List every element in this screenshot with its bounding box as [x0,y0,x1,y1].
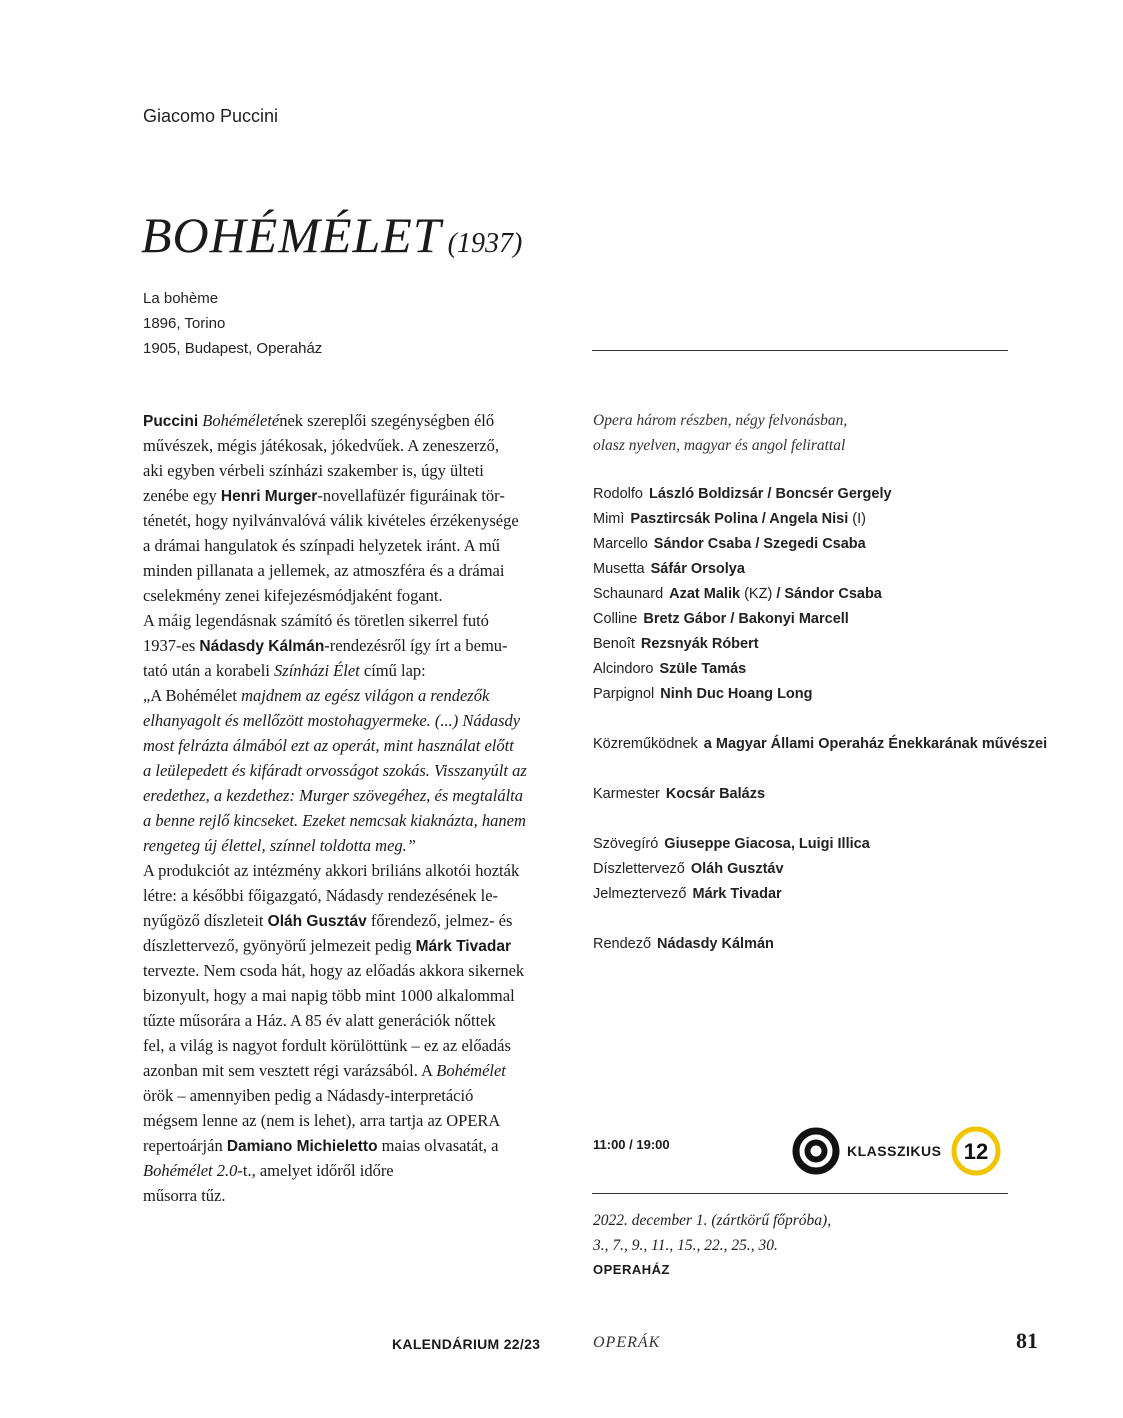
text-line: Bohémélet 2.0-t., amelyet időről időre [143,1161,394,1180]
category-badge [792,1126,1001,1176]
category-label: KLASSZIKUS [847,1143,942,1159]
text-line: tervezte. Nem csoda hát, hogy az előadás akkora sikernek [143,961,525,980]
text-line: azonban mit sem vesztett régi varázsából. A Bohémélet [143,1061,506,1080]
cast-row-musetta: Musetta Sáfár Orsolya [593,561,745,577]
text-line: díszlettervező, gyönyörű jelmezeit pedig Márk Tivadar [143,936,511,955]
venue-name: OPERAHÁZ [593,1262,670,1277]
text-line: ténetét, hogy nyilvánvalóvá válik kivételes érzékenysége [143,511,519,530]
cast-row-marcello: Marcello Sándor Csaba / Szegedi Csaba [593,536,866,552]
budapest-premiere: 1905, Budapest, Operaház [143,340,323,357]
text-line: művészek, mégis játékosak, jókedvűek. A zeneszerző, [143,436,500,455]
text-line: létre: a későbbi főigazgató, Nádasdy rendezésének le- [143,886,499,905]
cast-list [593,482,1048,957]
credit-director: Rendező Nádasdy Kálmán [593,936,774,952]
footer-section: OPERÁK [593,1334,661,1351]
text-line: aki egyben vérbeli színházi szakember is, úgy ülteti [143,461,484,480]
performance-dates: 2022. december 1. (zártkörű főpróba), 3., 7., 9., 11., 15., 22., 25., 30. [593,1212,832,1254]
text-line: fel, a világ is nagyot fordult körülöttünk – ez az előadás [143,1036,511,1055]
quote-line: most felrázta álmából ezt az operát, mint használat előtt [143,736,514,755]
text-line: minden pillanata a jellemek, az atmoszféra és a drámai [143,561,505,580]
cast-row-benoit: Benoît Rezsnyák Róbert [593,636,759,652]
target-circle-icon [792,1127,840,1175]
quote-line: elhanyagolt és mellőzött mostohagyermeke. (...) Nádasdy [143,711,521,730]
cast-row-alcindoro: Alcindoro Szüle Tamás [593,661,747,677]
credit-conductor: Karmester Kocsár Balázs [593,786,766,802]
page-title [141,206,522,264]
text-line: tató után a korabeli Színházi Élet című lap: [143,661,426,680]
quote-line: a leülepedett és kifáradt orvosságot szokás. Visszanyúlt az [143,761,527,780]
divider-top [592,350,1008,351]
original-title: La bohème [143,290,219,307]
age-rating: 12 [964,1139,989,1164]
credit-libretto: Szövegíró Giuseppe Giacosa, Luigi Illica [593,836,870,852]
text-line: A produkciót az intézmény akkori briliáns alkotói hozták [143,861,520,880]
quote-line: eredethez, a kezdethez: Murger szövegéhez, és megtalálta [143,786,523,805]
cast-row-mimi: Mimì Pasztircsák Polina / Angela Nisi (I) [593,511,866,527]
world-premiere: 1896, Torino [143,315,226,332]
cast-row-parpignol: Parpignol Ninh Duc Hoang Long [593,686,813,702]
quote-line: a benne rejlő kincseket. Ezeket nemcsak kiaknázta, hanem [143,811,526,830]
credit-chorus: Közreműködnek a Magyar Állami Operaház Énekkarának művészei [593,736,1048,752]
text-line: műsorra tűz. [143,1186,226,1205]
quote-line: „A Bohémélet majdnem az egész világon a rendezők [143,686,490,705]
description-text [143,408,561,1208]
composer-name: Giacomo Puccini [143,106,279,126]
credit-set-designer: Díszlettervező Oláh Gusztáv [593,861,784,877]
text-line: Puccini Bohéméletének szereplői szegénységben élő [143,411,495,430]
text-line: örök – amennyiben pedig a Nádasdy-interpretáció [143,1086,474,1105]
age-rating-icon [951,1126,1001,1176]
text-line: a drámai hangulatok és színpadi helyzetek iránt. A mű [143,536,500,555]
cast-row-schaunard: Schaunard Azat Malik (KZ) / Sándor Csaba [593,586,882,602]
title-year: (1937) [447,228,523,259]
premiere-info [143,286,322,361]
opera-subtitle: Opera három részben, négy felvonásban, olasz nyelven, magyar és angol felirattal [593,412,848,454]
credit-costume-designer: Jelmeztervező Márk Tivadar [593,886,782,902]
footer-publication: KALENDÁRIUM 22/23 [392,1336,541,1352]
text-line: 1937-es Nádasdy Kálmán-rendezésről így írt a bemu- [143,636,508,655]
show-times: 11:00 / 19:00 [593,1137,670,1152]
text-line: bizonyult, hogy a mai napig több mint 1000 alkalommal [143,986,515,1005]
cast-row-rodolfo: Rodolfo László Boldizsár / Boncsér Gergely [593,486,892,502]
text-line: mégsem lenne az (nem is lehet), arra tartja az OPERA [143,1111,501,1130]
text-line: zenébe egy Henri Murger-novellafüzér figuráinak tör- [143,486,505,505]
text-line: nyűgöző díszleteit Oláh Gusztáv főrendező, jelmez- és [143,911,513,930]
text-line: A máig legendásnak számító és töretlen sikerrel futó [143,611,489,630]
cast-row-colline: Colline Bretz Gábor / Bakonyi Marcell [593,611,849,627]
divider-bottom [592,1193,1008,1194]
title-main: BOHÉMÉLET [141,207,442,263]
page-number: 81 [1016,1328,1038,1353]
text-line: tűzte műsorára a Ház. A 85 év alatt generációk nőttek [143,1011,496,1030]
text-line: repertoárján Damiano Michieletto maias olvasatát, a [143,1136,499,1155]
quote-line: rengeteg új élettel, színnel toldotta meg.” [143,836,416,855]
text-line: cselekmény zenei kifejezésmódjaként fogant. [143,586,443,605]
